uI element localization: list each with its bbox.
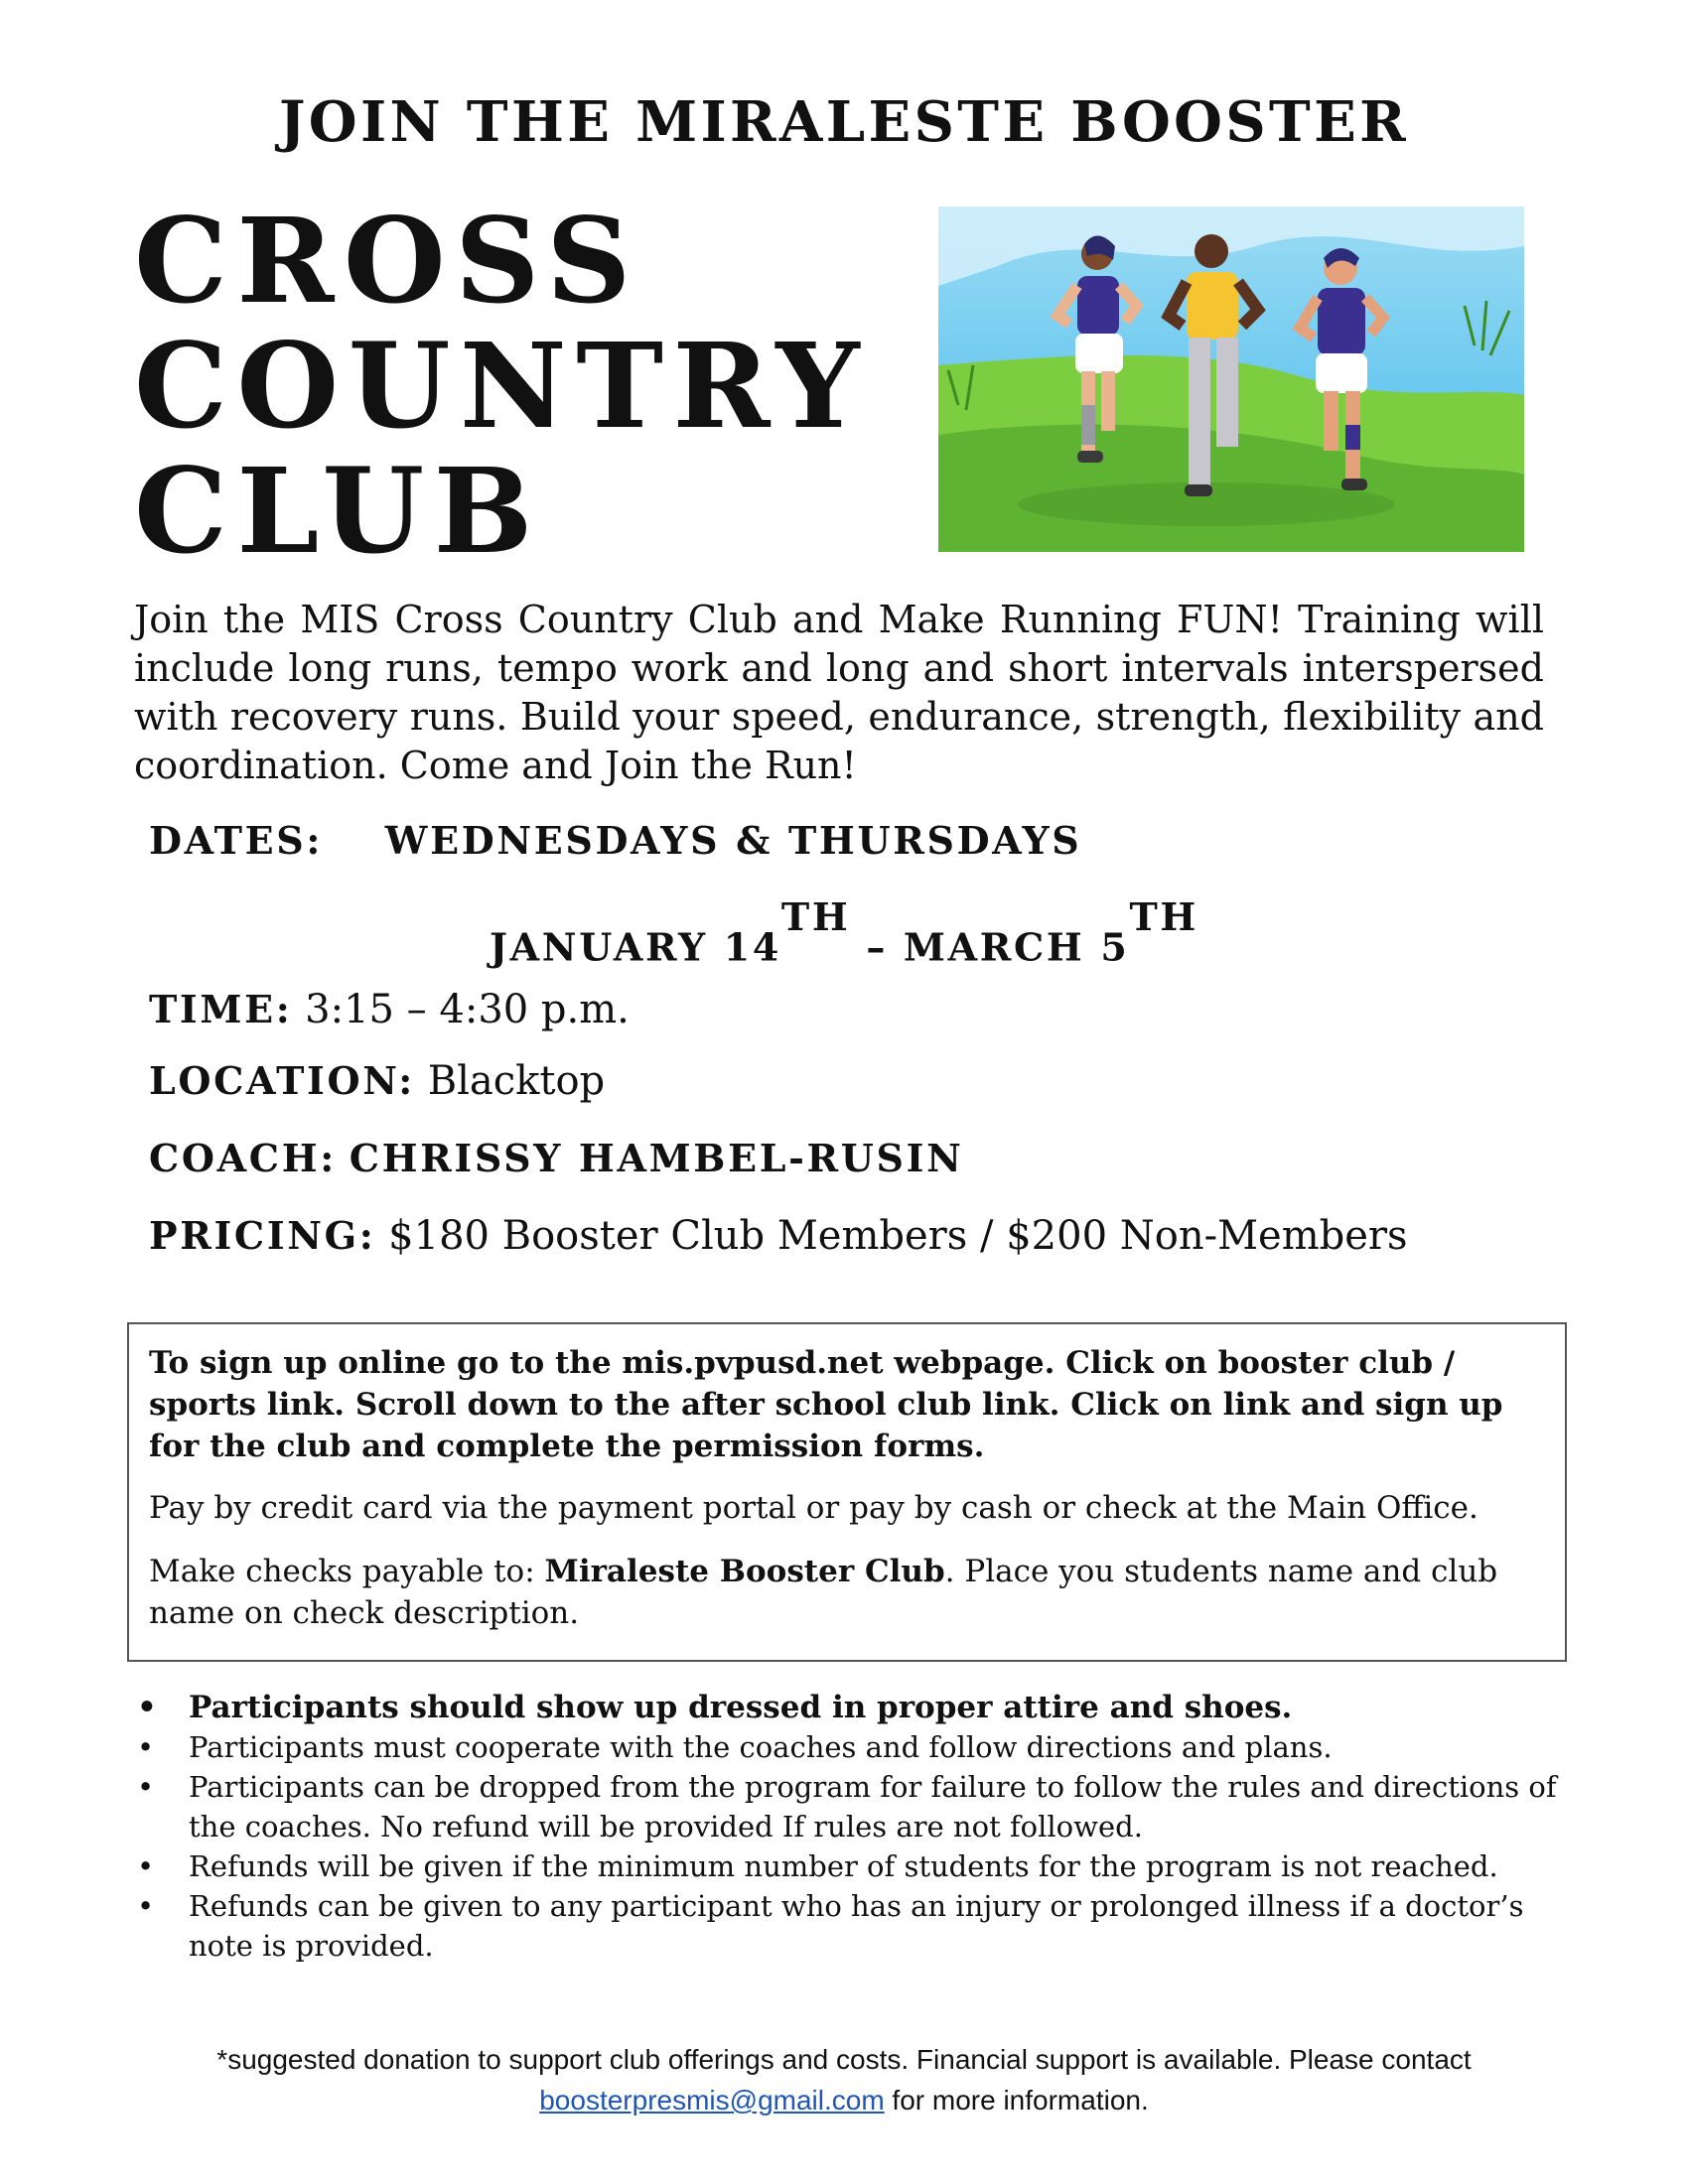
footer	[0, 2039, 1688, 2120]
checks-suffix: . Place you students name and club name on check description.	[149, 1554, 1498, 1631]
checks-payee: Miraleste Booster Club	[544, 1554, 945, 1589]
list-item: • Participants can be dropped from the program for failure to follow the rules and directions of the coaches. No refund will be provided If rules are not followed.	[134, 1767, 1564, 1846]
location-row	[149, 1054, 605, 1108]
list-item: • Refunds will be given if the minimum number of students for the program is not reached.	[134, 1846, 1564, 1886]
footer-contact	[0, 2080, 1688, 2120]
contact-email-link[interactable]: boosterpresmis@gmail.com	[539, 2085, 885, 2116]
signup-box	[127, 1322, 1567, 1662]
signup-instructions: To sign up online go to the mis.pvpusd.net webpage. Click on booster club / sports link. Scroll down to the after school club link. Click on link and sign up for the club and complete the permission forms.	[149, 1345, 1503, 1464]
footer-suffix: for more information.	[884, 2085, 1149, 2116]
date-range-separator: –	[850, 924, 904, 970]
bullet-icon: •	[137, 1730, 155, 1764]
date-range	[0, 890, 1688, 974]
bullet-icon: •	[137, 1770, 155, 1804]
date-range-end-suffix: TH	[1129, 894, 1198, 939]
bullet-icon: •	[137, 1849, 155, 1883]
time-row	[149, 983, 630, 1036]
title-line-1: CROSS	[134, 192, 640, 330]
pricing-value: $180 Booster Club Members / $200 Non-Members	[388, 1213, 1408, 1259]
header-line: JOIN THE MIRALESTE BOOSTER	[278, 89, 1410, 155]
intro-paragraph: Join the MIS Cross Country Club and Make Running FUN! Training will include long runs, tempo work and long and short intervals interspersed with recovery runs. Build your speed, endurance, strength, flexibility and coordination. Come and Join the Run!	[134, 598, 1544, 787]
bullet-icon: •	[137, 1889, 155, 1923]
dates-value: WEDNESDAYS & THURSDAYS	[384, 818, 1082, 863]
date-range-end: MARCH 5	[903, 924, 1130, 970]
coach-value: CHRISSY HAMBEL-RUSIN	[349, 1136, 964, 1180]
footer-note: *suggested donation to support club offerings and costs. Financial support is available. Please contact	[216, 2044, 1472, 2075]
pricing-row	[149, 1209, 1408, 1263]
location-label: LOCATION:	[149, 1058, 415, 1103]
dates-label: DATES:	[149, 818, 324, 863]
pricing-label: PRICING:	[149, 1213, 376, 1258]
coach-label: COACH:	[149, 1136, 337, 1180]
location-value: Blacktop	[427, 1058, 606, 1104]
checks-prefix: Make checks payable to:	[149, 1554, 545, 1589]
date-range-start-suffix: TH	[780, 894, 851, 939]
bullet-icon: •	[137, 1690, 157, 1725]
payment-info: Pay by credit card via the payment portal or pay by cash or check at the Main Office.	[149, 1490, 1478, 1526]
list-item: • Participants must cooperate with the coaches and follow directions and plans.	[134, 1727, 1564, 1767]
date-range-start: JANUARY 14	[490, 924, 781, 970]
coach-row	[149, 1132, 964, 1185]
list-item: • Participants should show up dressed in proper attire and shoes.	[137, 1690, 1293, 1725]
dates-row	[149, 814, 1081, 868]
title-line-2: COUNTRY	[134, 317, 870, 455]
time-value: 3:15 – 4:30 p.m.	[305, 987, 630, 1032]
time-label: TIME:	[149, 987, 293, 1031]
runners-illustration	[938, 206, 1524, 552]
checks-info	[149, 1551, 1545, 1634]
list-item: • Refunds can be given to any participant who has an injury or prolonged illness if a doctor’s note is provided.	[134, 1886, 1564, 1966]
title-line-3: CLUB	[134, 442, 542, 580]
rules-list	[134, 1688, 1564, 1966]
